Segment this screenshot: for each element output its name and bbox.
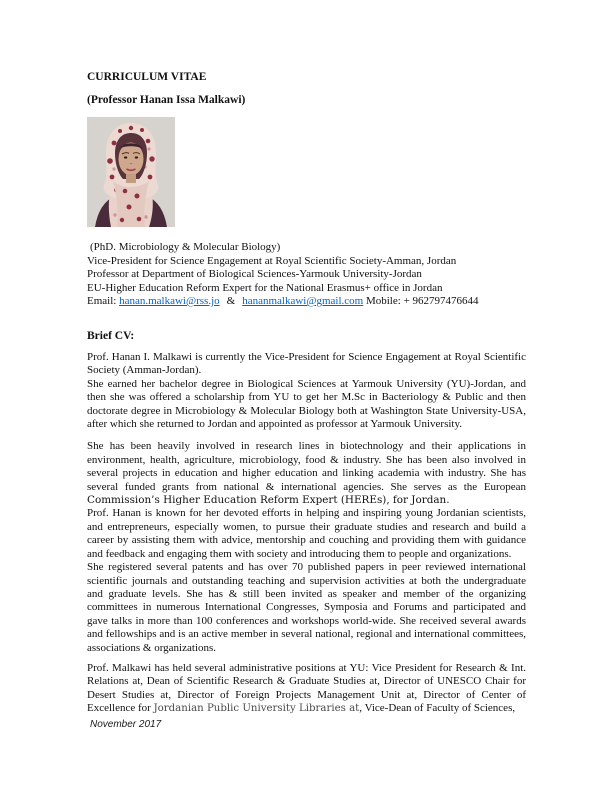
email-link-gmail[interactable]: hananmalkawi@gmail.com [242,295,364,307]
position-line-1: Vice-President for Science Engagement at Royal Scientific Society-Amman, Jordan [87,254,457,267]
brief-cv-body [87,351,526,716]
document-title: CURRICULUM VITAE [87,71,207,83]
email-link-rss[interactable]: hanan.malkawi@rss.jo [119,295,220,307]
footer-date: November 2017 [90,718,162,730]
paragraph-education: She earned her bachelor degree in Biological Sciences at Yarmouk University (YU)-Jordan, and then she was offered a scholarship from YU to get her M.Sc in Bacteriology & Public and then doctorate degree in Microbiology & Molecular Biology both at Washington State University-USA, after which she returned to Jordan and appointed as professor at Yarmouk University. [87,377,526,431]
paragraph-current-position: Prof. Hanan I. Malkawi is currently the Vice-President for Science Engagement at Royal Scientific Society (Amman-Jordan). [87,351,526,377]
mobile-number: + 962797476644 [403,295,479,307]
credentials-block [87,241,526,309]
paragraph-mentoring: Prof. Hanan is known for her devoted efforts in helping and inspiring young Jordanian scientists, and entrepreneurs, especially women, to pursue their graduate studies and research and build a career by assisting them with advice, mentorship and couching and providing them with guidance and feedback and engaging them with society and introducing them to people and organizations. [87,507,526,560]
email-label: Email: [87,295,117,307]
paragraph-research [87,440,526,507]
paragraph-admin-positions [87,662,526,716]
paragraph-admin-libraries: Jordanian Public University Libraries at [153,703,360,715]
paragraph-admin-main: Prof. Malkawi has held several administrative positions at YU: Vice President for Research & Int. Relations at, Dean of Scientific Research & Graduate Studies at, Director of UNESCO Chair for Desert Studies at, Director of Foreign Projects Management Unit at, Director of Center of Excellence for [87,661,526,715]
brief-cv-heading: Brief CV: [87,329,135,342]
photo-scarf-fold [113,181,149,227]
paragraph-publications: She registered several patents and has over 70 published papers in peer reviewed international scientific journals and outstanding teaching and supervision activities at both the undergraduate and graduate levels. She has & still been invited as speaker and member of the organizing committees in numerous International Congresses, Symposia and Forums and participated and gave talks in more than 100 conferences and workshops world-wide. She received several awards and fellowships and is an active member in several national, regional and international committees, associations & organizations. [87,561,526,654]
mobile-label: Mobile: [365,295,401,307]
position-line-2: Professor at Department of Biological Sciences-Yarmouk University-Jordan [87,268,422,280]
professor-name-heading: (Professor Hanan Issa Malkawi) [87,93,246,106]
paragraph-admin-tail: , Vice-Dean of Faculty of Sciences, [359,702,516,715]
paragraph-research-heres: Commission’s Higher Education Reform Expert (HEREs), for Jordan. [87,494,450,507]
paragraph-research-main: She has been heavily involved in research lines in biotechnology and their applications in environment, health, agriculture, microbiology, food & industry. She has been also involved in several projects in education and higher education and linking academia with industry. She has several funded grants from national & international agencies. She serves as the European [87,440,526,493]
photo-neck [126,174,136,183]
degree-line: (PhD. Microbiology & Molecular Biology) [90,241,281,253]
position-line-3: EU-Higher Education Reform Expert for the National Erasmus+ office in Jordan [87,281,443,294]
email-separator: & [226,295,236,307]
contact-line [87,295,526,309]
portrait-photo [87,117,175,227]
